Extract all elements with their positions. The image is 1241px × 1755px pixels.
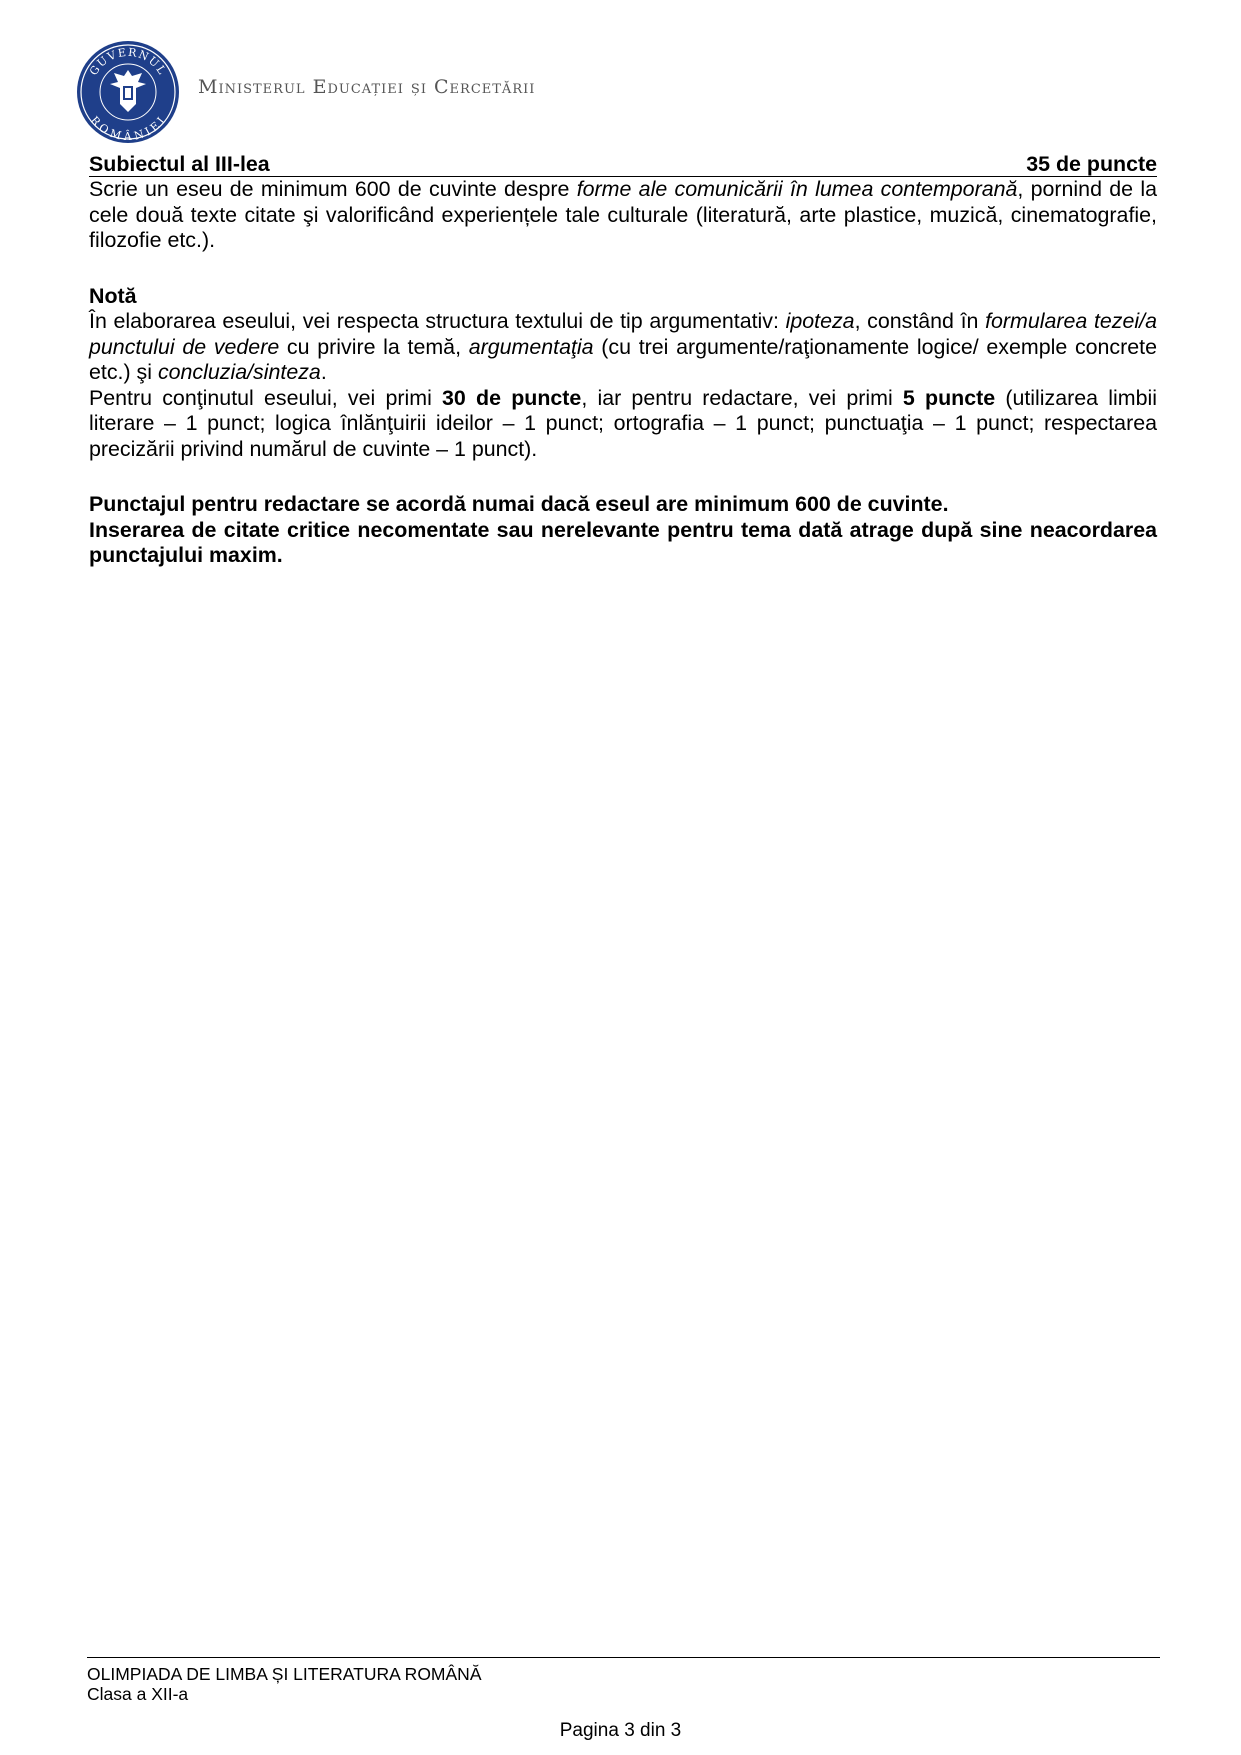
note-structure-paragraph: În elaborarea eseului, vei respecta structura textului de tip argumentativ: ipoteza, constând în formularea tezei/a punctului de vedere cu privire la temă, argumentaţia (cu trei argumente/raţionamente logice/ exemple concrete etc.) şi concluzia/sinteza. [89, 309, 1157, 384]
government-seal-icon [76, 40, 180, 144]
subject-title: Subiectul al III-lea [89, 152, 270, 176]
page-header [76, 40, 776, 150]
footer-olympiad: OLIMPIADA DE LIMBA ȘI LITERATURA ROMÂNĂ [87, 1664, 482, 1684]
note-title: Notă [89, 283, 137, 308]
footer-class: Clasa a XII-a [87, 1684, 189, 1704]
svg-text:ROMÂNIEI: ROMÂNIEI [87, 113, 169, 144]
bold-note-1: Punctajul pentru redactare se acordă numai dacă eseul are minimum 600 de cuvinte. [89, 492, 949, 516]
note-scoring-paragraph: Pentru conţinutul eseului, vei primi 30 de puncte, iar pentru redactare, vei primi 5 puncte (utilizarea limbii literare – 1 punct; logica înlănţuirii ideilor – 1 punct; ortografia – 1 punct; punctuaţia – 1 punct; respectarea precizării privind numărul de cuvinte – 1 punct). [89, 385, 1157, 461]
task-paragraph: Scrie un eseu de minimum 600 de cuvinte despre forme ale comunicării în lumea contemporană, pornind de la cele două texte citate şi valorificând experiențele tale culturale (literatură, arte plastice, muzică, cinematografie, filozofie etc.). [89, 177, 1157, 252]
ministry-name: Ministerul Educației și Cercetării [198, 76, 536, 98]
subject-points: 35 de puncte [1026, 152, 1157, 176]
svg-text:GUVERNUL: GUVERNUL [86, 45, 170, 78]
document-body [89, 152, 1157, 569]
bold-note-2: Inserarea de citate critice necomentate sau nerelevante pentru tema dată atrage după sine neacordarea punctajului maxim. [89, 517, 1157, 567]
page-footer [87, 1657, 1160, 1704]
subject-heading [89, 152, 1157, 177]
page-number: Pagina 3 din 3 [559, 1720, 682, 1741]
